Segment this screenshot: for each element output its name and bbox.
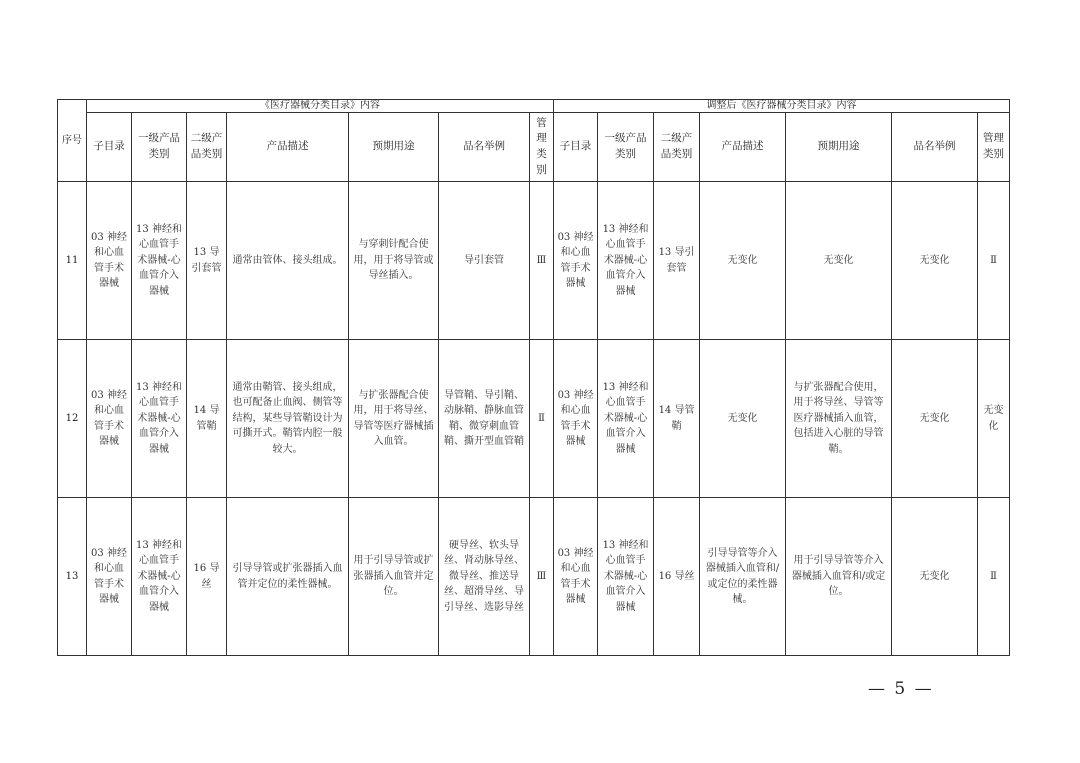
adjusted-cell: 13 神经和心血管手术器械-心血管介入器械 [598, 340, 654, 498]
original-cell: 导管鞘、导引鞘、动脉鞘、静脉血管鞘、微穿刺血管鞘、撕开型血管鞘 [439, 340, 530, 498]
column-header-original: 预期用途 [349, 113, 439, 182]
table-body [58, 182, 1010, 656]
original-cell: 03 神经和心血管手术器械 [87, 340, 132, 498]
row-index: 11 [58, 182, 87, 340]
original-cell: 14 导管鞘 [187, 340, 227, 498]
column-header-original: 产品描述 [227, 113, 349, 182]
column-header-original: 二级产品类别 [187, 113, 227, 182]
adjusted-group-text: 调整后《医疗器械分类目录》内容 [706, 100, 857, 111]
adjusted-cell: 14 导管鞘 [654, 340, 700, 498]
adjusted-cell: 无变化 [786, 182, 892, 340]
original-cell: 导引套管 [439, 182, 530, 340]
original-cell: 引导导管或扩张器插入血管并定位的柔性器械。 [227, 498, 349, 656]
adjusted-cell: 用于引导导管等介入器械插入血管和/或定位。 [786, 498, 892, 656]
column-header-adjusted: 品名举例 [892, 113, 978, 182]
index-header-text: 序号 [62, 134, 82, 146]
adjusted-cell: 13 神经和心血管手术器械-心血管介入器械 [598, 182, 654, 340]
original-cell: 与扩张器配合使用，用于将导丝、导管等医疗器械插入血管。 [349, 340, 439, 498]
adjusted-cell: 03 神经和心血管手术器械 [554, 182, 598, 340]
column-header-original: 一级产品类别 [132, 113, 187, 182]
original-cell: 13 神经和心血管手术器械-心血管介入器械 [132, 498, 187, 656]
original-cell: 通常由管体、接头组成。 [227, 182, 349, 340]
column-header-adjusted: 产品描述 [700, 113, 786, 182]
column-header-adjusted: 管理类别 [978, 113, 1010, 182]
page-number: — 5 — [868, 679, 934, 699]
column-header-row [58, 113, 1010, 182]
original-cell: Ⅲ [530, 182, 554, 340]
column-header-adjusted: 二级产品类别 [654, 113, 700, 182]
original-group-text: 《医疗器械分类目录》内容 [260, 100, 380, 111]
original-catalog-group-header [87, 100, 554, 113]
adjusted-cell: Ⅱ [978, 498, 1010, 656]
original-cell: 用于引导导管或扩张器插入血管并定位。 [349, 498, 439, 656]
adjusted-cell: 无变化 [892, 498, 978, 656]
adjusted-cell: 无变化 [700, 182, 786, 340]
original-cell: 与穿刺针配合使用，用于将导管或导丝插入。 [349, 182, 439, 340]
index-header [58, 100, 87, 182]
adjusted-cell: Ⅱ [978, 182, 1010, 340]
original-cell: 13 神经和心血管手术器械-心血管介入器械 [132, 182, 187, 340]
table-row [58, 182, 1010, 340]
catalog-adjustment-table [57, 99, 1010, 656]
column-header-adjusted: 一级产品类别 [598, 113, 654, 182]
original-cell: 13 神经和心血管手术器械-心血管介入器械 [132, 340, 187, 498]
original-cell: 16 导丝 [187, 498, 227, 656]
adjusted-cell: 无变化 [700, 340, 786, 498]
adjusted-cell: 引导导管等介入器械插入血管和/或定位的柔性器械。 [700, 498, 786, 656]
original-cell: Ⅲ [530, 498, 554, 656]
original-cell: 硬导丝、软头导丝、肾动脉导丝、微导丝、推送导丝、超滑导丝、导引导丝、选影导丝 [439, 498, 530, 656]
table-row [58, 340, 1010, 498]
original-cell: 13 导引套管 [187, 182, 227, 340]
original-cell: 通常由鞘管、接头组成，也可配备止血阀、侧管等结构，某些导管鞘设计为可撕开式。鞘管内腔一般较大。 [227, 340, 349, 498]
column-header-adjusted: 子目录 [554, 113, 598, 182]
row-index: 13 [58, 498, 87, 656]
adjusted-catalog-group-header [554, 100, 1010, 113]
original-cell: Ⅱ [530, 340, 554, 498]
adjusted-cell: 03 神经和心血管手术器械 [554, 340, 598, 498]
row-index: 12 [58, 340, 87, 498]
column-header-adjusted: 预期用途 [786, 113, 892, 182]
adjusted-cell: 无变化 [892, 182, 978, 340]
table-row [58, 498, 1010, 656]
original-cell: 03 神经和心血管手术器械 [87, 182, 132, 340]
adjusted-cell: 16 导丝 [654, 498, 700, 656]
adjusted-cell: 13 神经和心血管手术器械-心血管介入器械 [598, 498, 654, 656]
adjusted-cell: 13 导引套管 [654, 182, 700, 340]
adjusted-cell: 无变化 [978, 340, 1010, 498]
column-header-original: 管理类别 [530, 113, 554, 182]
original-cell: 03 神经和心血管手术器械 [87, 498, 132, 656]
adjusted-cell: 无变化 [892, 340, 978, 498]
adjusted-cell: 03 神经和心血管手术器械 [554, 498, 598, 656]
column-header-original: 品名举例 [439, 113, 530, 182]
adjusted-cell: 与扩张器配合使用，用于将导丝、导管等医疗器械插入血管，包括进入心脏的导管鞘。 [786, 340, 892, 498]
column-header-original: 子目录 [87, 113, 132, 182]
